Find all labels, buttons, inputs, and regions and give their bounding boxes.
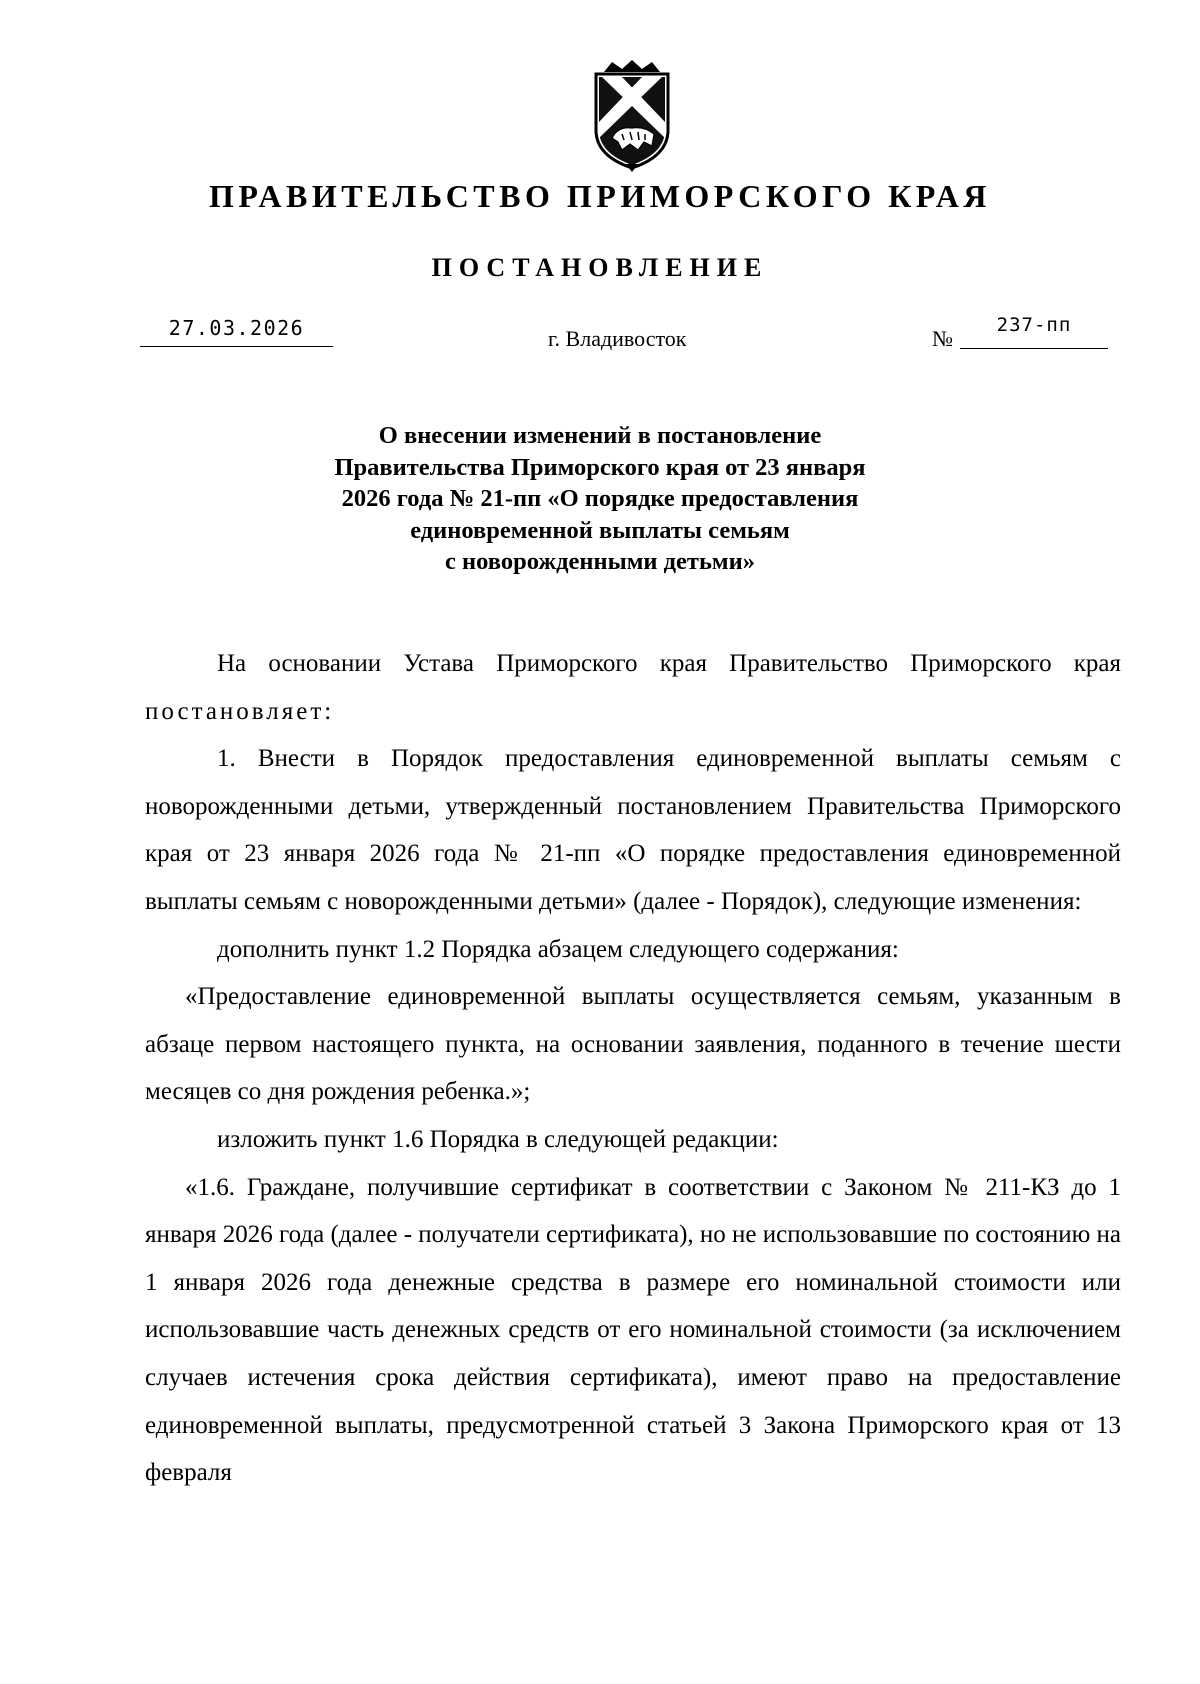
subject-line: 2026 года № 21-пп «О порядке предоставления [341,485,859,512]
number-sign: № [932,326,953,351]
quote-2-paragraph: «1.6. Граждане, получившие сертификат в соответствии с Законом № 211-КЗ до 1 января 2026 года (далее - получатели сертификата), но не использовавшие по состоянию на 1 января 2026 года денежные средства в размере его номинальной стоимости или использовавшие часть денежных средств от его номинальной стоимости (за исключением случаев истечения срока действия сертификата), имеют право на предоставление единовременной выплаты, предусмотренной статьей 3 Закона Приморского края от 13 февраля [145,1173,1121,1487]
document-city: г. Владивосток [548,326,687,351]
amendment-2-paragraph: изложить пункт 1.6 Порядка в следующей редакции: [217,1125,779,1153]
government-title: ПРАВИТЕЛЬСТВО ПРИМОРСКОГО КРАЯ [209,178,991,214]
document-type: ПОСТАНОВЛЕНИЕ [431,253,769,282]
subject-line: с новорожденными детьми» [445,548,755,575]
document-date: 27.03.2026 [140,316,333,347]
document-number: 237-пп [960,314,1108,349]
document-subject [200,420,1000,578]
amendment-1-paragraph: дополнить пункт 1.2 Порядка абзацем следующего содержания: [217,935,899,963]
quote-1-paragraph: «Предоставление единовременной выплаты осуществляется семьям, указанным в абзаце первом настоящего пункта, на основании заявления, поданного в течение шести месяцев со дня рождения ребенка.»; [145,983,1121,1106]
subject-line: Правительства Приморского края от 23 января [334,453,866,481]
intro-paragraph [145,640,1121,735]
subject-line: О внесении изменений в постановление [378,422,822,449]
resolves-word: постановляет: [145,697,335,725]
subject-line: единовременной выплаты семьям [410,516,790,544]
intro-text: На основании Устава Приморского края Правительство Приморского края [217,650,1121,677]
point-1-paragraph: 1. Внести в Порядок предоставления единовременной выплаты семьям с новорожденными детьми, утвержденный постановлением Правительства Приморского края от 23 января 2026 года № 21-пп «О порядке предоставления единовременной выплаты семьям с новорожденными детьми» (далее - Порядок), следующие изменения: [145,745,1121,915]
document-body [145,640,1121,1497]
coat-of-arms-emblem [582,60,682,172]
